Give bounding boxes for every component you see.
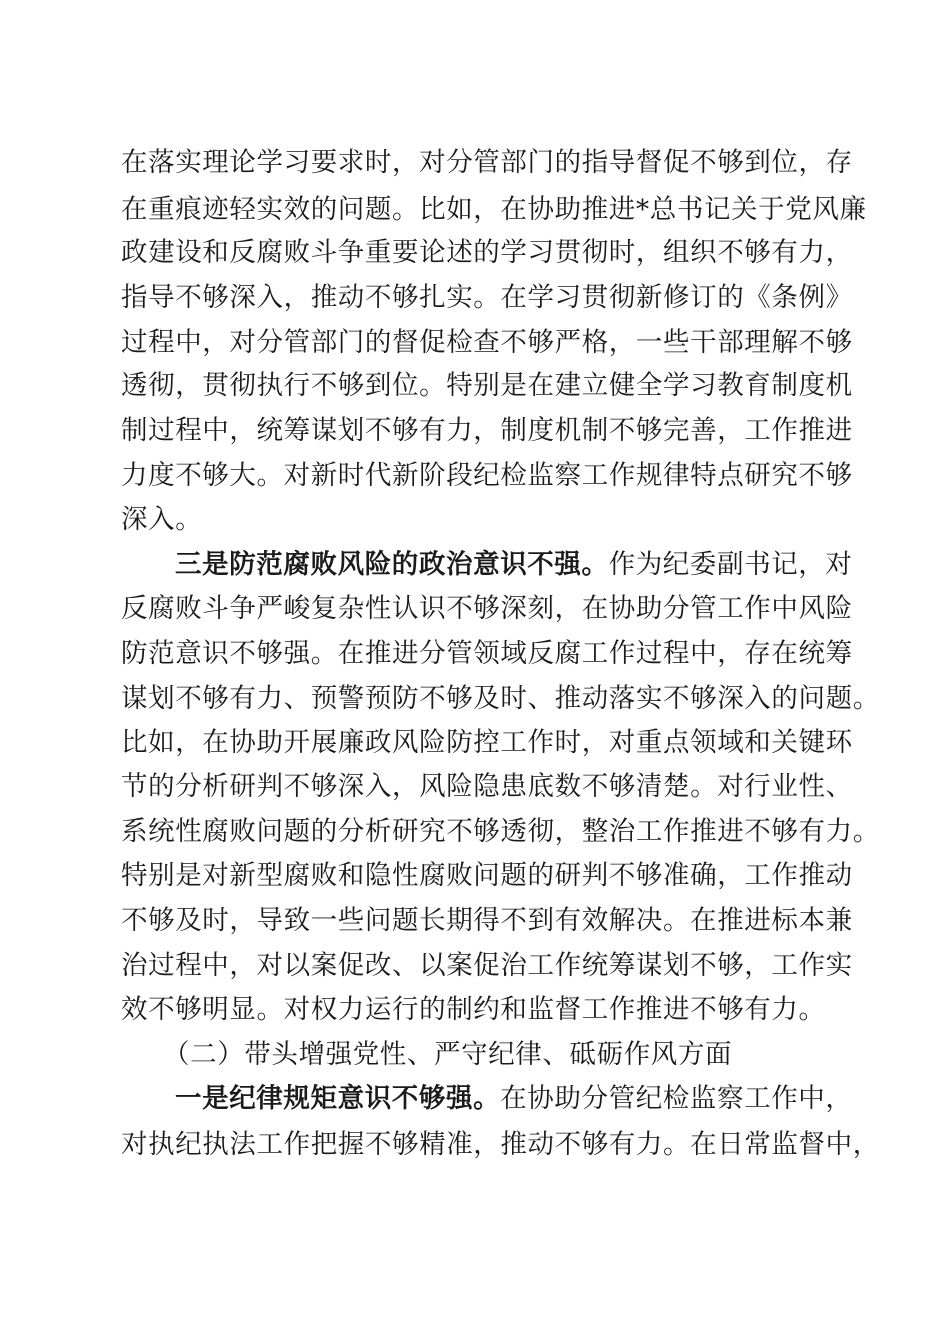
body-line: 对执纪执法工作把握不够精准，推动不够有力。在日常监督中， [121, 1129, 880, 1160]
body-line: 不够及时，导致一些问题长期得不到有效解决。在推进标本兼 [121, 905, 853, 936]
body-line: 反腐败斗争严峻复杂性认识不够深刻，在协助分管工作中风险 [121, 593, 853, 624]
paragraph-3-lead: 作为纪委副书记，对 [608, 549, 853, 580]
body-line: 防范意识不够强。在推进分管领域反腐工作过程中，存在统筹 [121, 638, 853, 669]
paragraph-3-first-line [175, 545, 853, 585]
body-line: 系统性腐败问题的分析研究不够透彻，整治工作推进不够有力。 [121, 816, 880, 847]
body-line: 在落实理论学习要求时，对分管部门的指导督促不够到位，存 [121, 147, 853, 178]
body-line: 效不够明显。对权力运行的制约和监督工作推进不够有力。 [121, 994, 826, 1025]
body-line: 治过程中，对以案促改、以案促治工作统筹谋划不够，工作实 [121, 950, 853, 981]
body-line: 指导不够深入，推动不够扎实。在学习贯彻新修订的《条例》 [121, 282, 853, 313]
body-line: 节的分析研判不够深入，风险隐患底数不够清楚。对行业性、 [121, 771, 853, 802]
body-line: 比如，在协助开展廉政风险防控工作时，对重点领域和关键环 [121, 727, 853, 758]
body-line: 透彻，贯彻执行不够到位。特别是在建立健全学习教育制度机 [121, 370, 853, 401]
body-line: 制过程中，统筹谋划不够有力，制度机制不够完善，工作推进 [121, 415, 853, 446]
body-line: 过程中，对分管部门的督促检查不够严格，一些干部理解不够 [121, 327, 853, 358]
body-line: 在重痕迹轻实效的问题。比如，在协助推进*总书记关于党风廉 [121, 194, 867, 225]
body-line: 深入。 [121, 504, 203, 535]
paragraph-4-heading: 一是纪律规矩意识不够强。 [175, 1083, 501, 1114]
body-line: 力度不够大。对新时代新阶段纪检监察工作规律特点研究不够 [121, 460, 853, 491]
body-line: 特别是对新型腐败和隐性腐败问题的研判不够准确，工作推动 [121, 860, 853, 891]
body-line: 谋划不够有力、预警预防不够及时、推动落实不够深入的问题。 [121, 683, 880, 714]
body-line: 政建设和反腐败斗争重要论述的学习贯彻时，组织不够有力， [121, 237, 853, 268]
paragraph-4-lead: 在协助分管纪检监察工作中， [500, 1083, 853, 1114]
paragraph-3-heading: 三是防范腐败风险的政治意识不强。 [175, 549, 609, 580]
paragraph-4-first-line [175, 1079, 853, 1119]
section-heading: （二）带头增强党性、严守纪律、砥砺作风方面 [163, 1039, 733, 1070]
